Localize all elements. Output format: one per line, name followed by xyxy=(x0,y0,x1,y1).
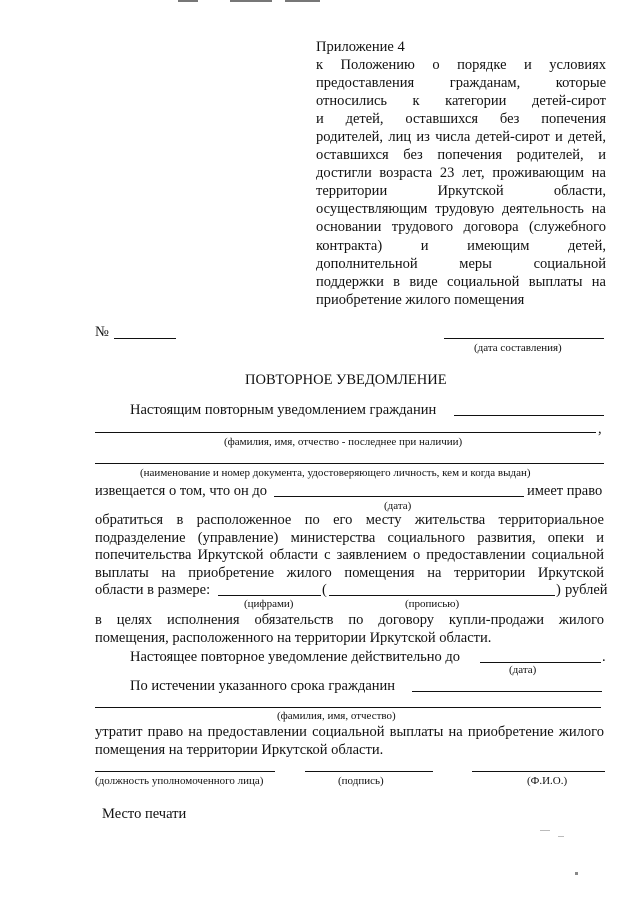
appendix-line: достигли возраста 23 лет, проживающим на xyxy=(316,165,606,182)
date-caption: (дата составления) xyxy=(474,342,562,354)
position-caption: (должность уполномоченного лица) xyxy=(95,775,264,787)
appendix-line: основании трудового договора (служебного xyxy=(316,219,606,236)
date-blank xyxy=(444,338,604,339)
appendix-line: родителей, лиц из числа детей-сирот и детей, xyxy=(316,129,606,146)
notify-end-text: имеет право xyxy=(527,483,603,499)
paragraph-line: подразделение (управление) министерства социального развития, опеки и xyxy=(95,529,604,546)
expiry-text: По истечении указанного срока гражданин xyxy=(130,678,396,694)
purpose-line: в целях исполнения обязательств по договору купли-продажи жилого xyxy=(95,612,604,628)
paragraph-line: обратиться в расположенное по его месту жительства территориальное xyxy=(95,512,604,528)
appendix-line: поддержки в виде социальной выплаты на xyxy=(316,273,606,290)
valid-until-blank xyxy=(480,662,601,663)
appendix-line: приобретение жилого помещения xyxy=(316,291,525,308)
paragraph-line: попечительства Иркутской области с заявлением о предоставлении социальной xyxy=(95,547,604,564)
id-document-blank xyxy=(95,463,604,464)
appendix-line: осуществляющим трудовую деятельность на xyxy=(316,201,606,218)
signature-caption: (подпись) xyxy=(338,775,384,787)
name-blank xyxy=(472,771,605,772)
number-sign: № xyxy=(95,324,109,340)
scan-mark xyxy=(285,0,320,2)
name-caption: (Ф.И.О.) xyxy=(527,775,568,787)
amount-close-paren: ) xyxy=(556,582,561,598)
appendix-line: дополнительной меры социальной xyxy=(316,255,606,272)
appendix-line: относились к категории детей-сирот xyxy=(316,93,606,110)
scan-mark xyxy=(178,0,198,2)
appendix-line: и детей, оставшихся без попечения xyxy=(316,111,606,128)
appendix-title: Приложение 4 xyxy=(316,39,405,55)
appendix-line: контракта) и имеющим детей, xyxy=(316,237,606,254)
intro-text: Настоящим повторным уведомлением гражданин xyxy=(130,402,437,418)
fio-caption: (фамилия, имя, отчество - последнее при наличии) xyxy=(224,436,463,448)
comma: , xyxy=(598,421,602,437)
expiry-citizen-blank xyxy=(412,691,602,692)
appendix-line: территории Иркутской области, xyxy=(316,183,606,200)
amount-label: области в размере: xyxy=(95,582,211,598)
scan-mark xyxy=(230,0,272,2)
amount-open-paren: ( xyxy=(322,582,327,598)
scan-mark xyxy=(575,872,578,875)
currency-text: рублей xyxy=(565,582,608,598)
deadline-blank xyxy=(274,496,524,497)
appendix-line: оставшихся без попечения родителей, и xyxy=(316,147,606,164)
citizen-blank xyxy=(454,415,604,416)
amount-words-blank xyxy=(329,595,555,596)
appendix-line: предоставления гражданам, которые xyxy=(316,75,606,92)
valid-until-text: Настоящее повторное уведомление действительно до xyxy=(130,649,461,665)
position-blank xyxy=(95,771,275,772)
fio-blank xyxy=(95,432,596,433)
notify-text: извещается о том, что он до xyxy=(95,483,267,499)
period-dot: . xyxy=(602,649,606,665)
stamp-place: Место печати xyxy=(102,806,187,822)
purpose-line: помещения, расположенного на территории Иркутской области. xyxy=(95,630,492,646)
number-blank xyxy=(114,338,176,339)
deadline-caption: (дата) xyxy=(384,500,412,512)
expiry-fio-caption: (фамилия, имя, отчество) xyxy=(277,710,396,722)
scan-mark xyxy=(540,830,550,831)
valid-until-caption: (дата) xyxy=(509,664,537,676)
scan-mark xyxy=(558,836,564,837)
id-document-caption: (наименование и номер документа, удостоверяющего личность, кем и когда выдан) xyxy=(140,467,531,479)
lose-right-line: помещения на территории Иркутской области. xyxy=(95,742,384,758)
appendix-line: к Положению о порядке и условиях xyxy=(316,57,606,73)
digits-caption: (цифрами) xyxy=(244,598,294,610)
amount-digits-blank xyxy=(218,595,321,596)
lose-right-line: утратит право на предоставлении социальной выплаты на приобретение жилого xyxy=(95,724,604,740)
document-title: ПОВТОРНОЕ УВЕДОМЛЕНИЕ xyxy=(245,372,447,388)
signature-blank xyxy=(305,771,433,772)
words-caption: (прописью) xyxy=(405,598,460,610)
expiry-fio-blank xyxy=(95,707,601,708)
paragraph-line: выплаты на приобретение жилого помещения на территории Иркутской xyxy=(95,565,604,582)
